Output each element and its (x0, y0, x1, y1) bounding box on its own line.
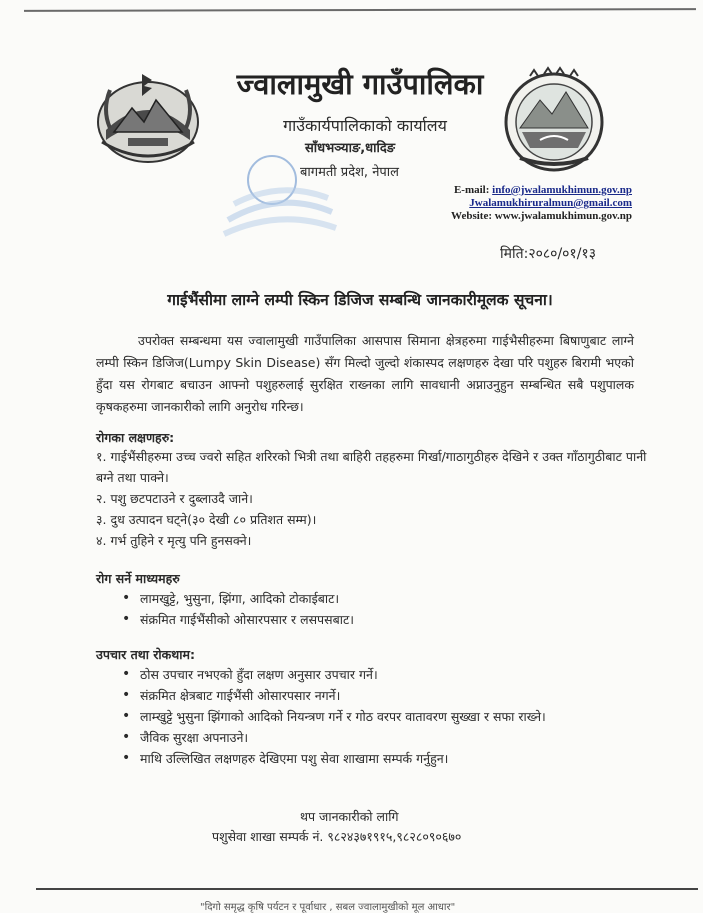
list-item: • संक्रमित गाईभैंसीको ओसारपसार र लसपसबाट। (114, 609, 634, 630)
municipality-logo-icon (500, 66, 608, 174)
notice-date: मिति:२०८०/०१/१३ (500, 246, 596, 262)
email-link-primary[interactable]: info@jwalamukhimun.gov.np (492, 184, 632, 196)
contact-block (440, 184, 632, 223)
list-item: ३. दुध उत्पादन घट्ने(३० देखी ८० प्रतिशत सम्म)। (96, 512, 317, 527)
email-label: E-mail: (453, 184, 490, 196)
nepal-emblem-icon (92, 70, 204, 166)
province-name: बागमती प्रदेश, नेपाल (300, 165, 399, 180)
list-item: • माथि उल्लिखित लक्षणहरु देखिएमा पशु सेवा शाखामा सम्पर्क गर्नुहुन। (114, 748, 654, 769)
page-title: ज्वालामुखी गाउँपालिका (236, 67, 484, 101)
spread-heading: रोग सर्ने माध्यमहरु (96, 571, 180, 586)
list-item: • संक्रमित क्षेत्रबाट गाईभैंसी ओसारपसार नगर्ने। (114, 685, 654, 706)
website-link[interactable]: www.jwalamukhimun.gov.np (494, 210, 632, 222)
intro-text: उपरोक्त सम्बन्धमा यस ज्वालामुखी गाउँपालिका आसपास सिमाना क्षेत्रहरुमा गाईभैसीहरुमा बिषाणुबाट लाग्ने लम्पी स्किन डिजिज(Lumpy Skin Disease) सँग मिल्दो जुल्दो शंकास्पद लक्षणहरु देखा परि पशुहरु बिरामी भएको हुँदा यस रोगबाट बचाउन आफ्नो पशुहरुलाई सुरक्षित राख्नका लागि सावधानी अप्नाउनुहुन सम्बन्धित सबै पशुपालक कृषकहरुमा जानकारीको लागि अनुरोध गरिन्छ। (96, 333, 634, 414)
website-label: Website: (451, 210, 492, 222)
list-item: • लामखुट्टे, भुसुना, झिंगा, आदिको टोकाईबाट। (114, 588, 634, 609)
symptoms-heading: रोगका लक्षणहरु: (96, 430, 175, 445)
contact-phone-line: पशुसेवा शाखा सम्पर्क नं. ९८२४३७१९१५,९८२८०९०६७० (212, 829, 462, 844)
email-link-secondary[interactable]: Jwalamukhiruralmun@gmail.com (469, 197, 632, 209)
top-rule (24, 8, 696, 12)
office-address: साँधभञ्याङ,धादिङ (305, 141, 396, 156)
list-item: १. गाईभैंसीहरुमा उच्च ज्वरो सहित शरिरको भित्री तथा बाहिरी तहहरुमा गिर्खा/गाठागुठीहरु देखिने र उक्त गाँठागुठीबाट पानी बग्ने तथा पाक्ने। (96, 449, 647, 485)
footer-slogan: "दिगो समृद्ध कृषि पर्यटन र पूर्वाधार , सबल ज्वालामुखीको मूल आधार" (200, 902, 456, 913)
closing-note: थप जानकारीको लागि (300, 809, 399, 824)
list-item: • लाम्खुट्टे भुसुना झिंगाको आदिको नियन्त्रण गर्ने र गोठ वरपर वातावरण सुख्खा र सफा राख्ने। (114, 706, 654, 727)
treatment-list (114, 664, 654, 769)
spread-list (114, 588, 634, 630)
list-item: • जैविक सुरक्षा अपनाउने। (114, 727, 654, 748)
symptoms-list (96, 446, 666, 551)
list-item: ४. गर्भ तुहिने र मृत्यु पनि हुनसक्ने। (96, 533, 252, 548)
list-item: २. पशु छटपटाउने र दुब्लाउदै जाने। (96, 491, 253, 506)
list-item: • ठोस उपचार नभएको हुँदा लक्षण अनुसार उपचार गर्ने। (114, 664, 654, 685)
notice-subject: गाईभैंसीमा लाग्ने लम्पी स्किन डिजिज सम्बन्धि जानकारीमूलक सूचना। (167, 291, 553, 309)
intro-paragraph (96, 330, 634, 418)
treatment-heading: उपचार तथा रोकथाम: (96, 647, 195, 662)
bottom-rule (36, 888, 698, 890)
office-stamp-icon (220, 150, 340, 245)
office-name: गाउँकार्यपालिकाको कार्यालय (283, 116, 447, 135)
